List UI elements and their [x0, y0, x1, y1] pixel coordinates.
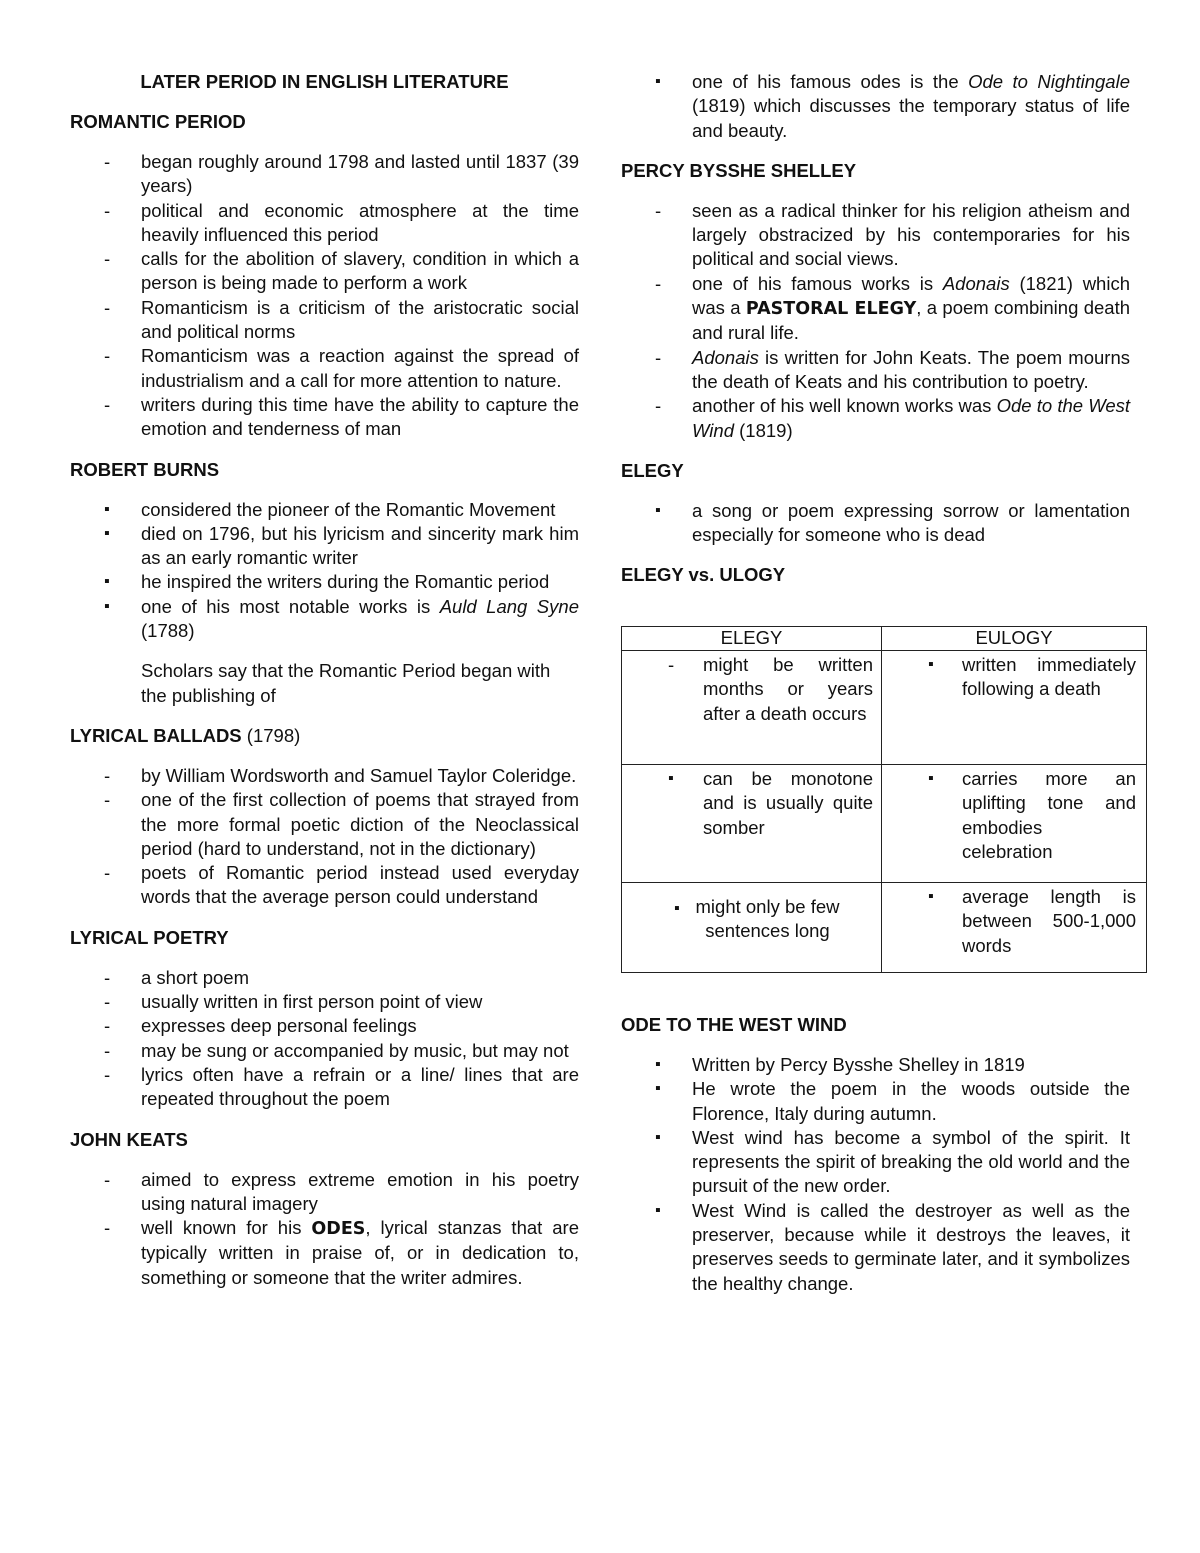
- table-cell-eulogy: ▪ average length is between 500-1,000 words: [882, 883, 1147, 973]
- dash-marker: -: [104, 966, 111, 988]
- heading-lyrical-poetry: LYRICAL POETRY: [70, 926, 229, 948]
- dash-marker: -: [104, 296, 111, 318]
- list-item: - political and economic atmosphere at the time heavily influenced this period: [104, 199, 579, 245]
- work-title: Adonais: [942, 272, 1010, 294]
- bullet-marker: ▪: [668, 770, 674, 787]
- list-item: - writers during this time have the ability to capture the emotion and tenderness of man: [104, 393, 579, 440]
- left-column: [70, 70, 579, 1290]
- dash-marker: -: [104, 1015, 111, 1037]
- ode-west-wind-list: [621, 1053, 1130, 1296]
- table-row: [622, 765, 1147, 883]
- elegy-list: [621, 499, 1130, 548]
- dash-marker: -: [655, 199, 662, 221]
- list-item: - Romanticism was a reaction against the spread of industrialism and a call for more attention to nature.: [104, 345, 579, 391]
- table-cell-elegy: ▪ might only be few sentences long: [622, 883, 882, 973]
- lyrical-ballads-list: [70, 764, 579, 910]
- right-column: [621, 70, 1130, 603]
- heading-ode-west-wind: ODE TO THE WEST WIND: [621, 1014, 847, 1035]
- table-header-row: [622, 627, 1147, 651]
- list-item: - one of his famous works is Adonais (1821) which was a PASTORAL ELEGY, a poem combining death and rural life.: [655, 272, 1131, 344]
- list-item: - lyrics often have a refrain or a line/ lines that are repeated throughout the poem: [104, 1063, 579, 1110]
- bullet-marker: ▪: [674, 900, 680, 917]
- work-title: Ode to the West Wind: [692, 395, 1131, 441]
- bullet-marker: ▪: [104, 500, 110, 518]
- list-item: ▪ one of his most notable works is Auld Lang Syne (1788): [104, 595, 579, 642]
- heading-romantic-period: ROMANTIC PERIOD: [70, 111, 246, 132]
- table-row: [622, 883, 1147, 973]
- bullet-marker: ▪: [655, 1201, 661, 1219]
- dash-marker: -: [655, 395, 662, 417]
- list-item: - Adonais is written for John Keats. The poem mourns the death of Keats and his contribution to poetry.: [655, 346, 1130, 392]
- list-item: - expresses deep personal feelings: [70, 1014, 579, 1038]
- keyword-odes: ODES: [311, 1219, 366, 1240]
- bullet-marker: ▪: [928, 888, 934, 905]
- bullet-marker: ▪: [928, 656, 934, 673]
- work-title: Ode to Nightingale: [968, 71, 1130, 92]
- list-item: - another of his well known works was Ode to the West Wind (1819): [655, 395, 1131, 441]
- bullet-marker: ▪: [655, 73, 661, 90]
- dash-marker: -: [104, 151, 111, 172]
- heading-robert-burns: ROBERT BURNS: [70, 458, 220, 480]
- list-item: - poets of Romantic period instead used everyday words that the average person could understand: [104, 862, 579, 908]
- dash-marker: -: [104, 991, 111, 1013]
- bullet-marker: ▪: [655, 501, 661, 519]
- list-item: ▪ West Wind is called the destroyer as well as the preserver, because while it destroys the leaves, it preserves seeds to germinate later, and it symbolizes the healthy change.: [655, 1199, 1130, 1294]
- column-header-elegy: ELEGY: [622, 627, 882, 651]
- table-cell-eulogy: ▪ written immediately following a death: [882, 651, 1147, 765]
- dash-marker: -: [104, 199, 111, 221]
- heading-elegy-vs-eulogy: ELEGY vs. ULOGY: [621, 564, 786, 586]
- bullet-marker: ▪: [655, 1128, 661, 1146]
- bullet-marker: ▪: [655, 1056, 661, 1073]
- list-item: ▪ died on 1796, but his lyricism and sincerity mark him as an early romantic writer: [104, 522, 579, 569]
- list-item: - began roughly around 1798 and lasted until 1837 (39 years): [104, 151, 579, 197]
- dash-marker: -: [104, 1039, 111, 1061]
- list-item: ▪ He wrote the poem in the woods outside the Florence, Italy during autumn.: [655, 1078, 1130, 1124]
- list-item: - one of the first collection of poems that strayed from the more formal poetic diction of the Neoclassical period (hard to understand, not in the dictionary): [104, 789, 579, 859]
- dash-marker: -: [104, 764, 111, 786]
- dash-marker: -: [104, 248, 111, 270]
- dash-marker: -: [668, 654, 675, 675]
- list-item: ▪ Written by Percy Bysshe Shelley in 1819: [621, 1053, 1130, 1077]
- list-item: ▪ considered the pioneer of the Romantic Movement: [70, 498, 579, 522]
- dash-marker: -: [104, 862, 111, 884]
- list-item: - calls for the abolition of slavery, condition in which a person is being made to perform a work: [104, 248, 579, 294]
- list-item: - seen as a radical thinker for his religion atheism and largely obstracized by his contemporaries for his political and social views.: [655, 199, 1130, 270]
- dash-marker: -: [104, 789, 111, 811]
- heading-john-keats: JOHN KEATS: [70, 1128, 188, 1150]
- list-item: ▪ he inspired the writers during the Romantic period: [70, 570, 579, 594]
- list-item: ▪ one of his famous odes is the Ode to Nightingale (1819) which discusses the temporary status of life and beauty.: [655, 71, 1130, 141]
- work-title: Auld Lang Syne: [439, 595, 579, 617]
- bullet-marker: ▪: [104, 524, 110, 542]
- table-row: [622, 651, 1147, 765]
- dash-marker: -: [655, 346, 662, 368]
- dash-marker: -: [655, 272, 662, 294]
- robert-burns-list: [70, 498, 579, 644]
- elegy-eulogy-table: [621, 626, 1147, 973]
- document-title: LATER PERIOD IN ENGLISH LITERATURE: [140, 71, 509, 92]
- list-item: - a short poem: [70, 966, 579, 990]
- keyword-pastoral-elegy: PASTORAL ELEGY: [745, 299, 917, 320]
- scholars-note: Scholars say that the Romantic Period began with the publishing of: [141, 660, 551, 706]
- table-cell-elegy: - might be written months or years after a death occurs: [622, 651, 882, 765]
- list-item: - usually written in first person point of view: [70, 990, 579, 1014]
- work-title: Adonais: [692, 346, 759, 368]
- table-cell-eulogy: ▪ carries more an uplifting tone and embodies celebration: [882, 765, 1147, 883]
- dash-marker: -: [104, 393, 111, 415]
- dash-marker: -: [104, 1217, 111, 1239]
- list-item: - well known for his ODES, lyrical stanzas that are typically written in praise of, or in dedication to, something or someone that the writer admires.: [104, 1217, 579, 1288]
- list-item: ▪ a song or poem expressing sorrow or lamentation especially for someone who is dead: [655, 499, 1130, 546]
- dash-marker: -: [104, 1063, 111, 1085]
- dash-marker: -: [104, 1168, 111, 1190]
- table-cell-elegy: ▪ can be monotone and is usually quite somber: [622, 765, 882, 883]
- dash-marker: -: [104, 345, 111, 367]
- bullet-marker: ▪: [104, 573, 110, 591]
- heading-percy-shelley: PERCY BYSSHE SHELLEY: [621, 159, 857, 181]
- list-item: ▪ West wind has become a symbol of the spirit. It represents the spirit of breaking the old world and the pursuit of the new order.: [655, 1126, 1130, 1197]
- list-item: - may be sung or accompanied by music, but may not: [70, 1039, 579, 1063]
- percy-shelley-list: [621, 199, 1130, 443]
- heading-elegy: ELEGY: [621, 459, 684, 481]
- column-header-eulogy: EULOGY: [882, 627, 1147, 651]
- bullet-marker: ▪: [928, 770, 934, 787]
- ode-west-wind-section: [621, 1013, 1130, 1296]
- romantic-period-list: [70, 150, 579, 442]
- lyrical-poetry-list: [70, 966, 579, 1112]
- heading-lyrical-ballads: LYRICAL BALLADS (1798): [70, 724, 301, 746]
- list-item: - aimed to express extreme emotion in his poetry using natural imagery: [104, 1168, 579, 1214]
- list-item: - Romanticism is a criticism of the aristocratic social and political norms: [104, 296, 579, 343]
- bullet-marker: ▪: [655, 1080, 661, 1098]
- john-keats-continued-list: [621, 70, 1130, 143]
- bullet-marker: ▪: [104, 597, 110, 615]
- list-item: - by William Wordsworth and Samuel Taylor Coleridge.: [70, 764, 579, 788]
- john-keats-list: [70, 1168, 579, 1290]
